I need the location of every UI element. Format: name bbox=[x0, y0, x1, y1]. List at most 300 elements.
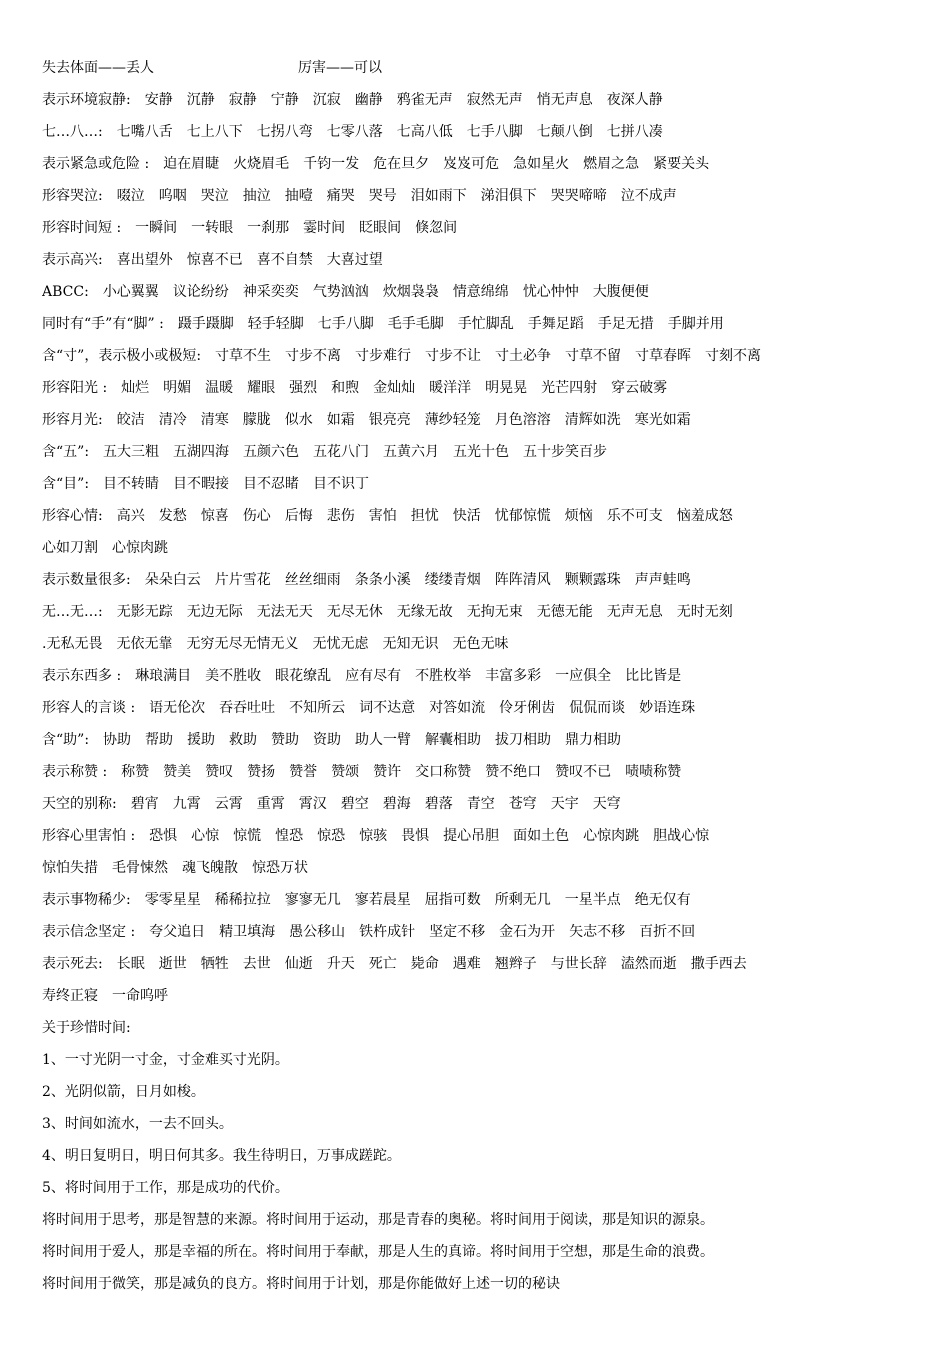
word-item: 与世长辞 bbox=[550, 956, 607, 972]
word-item: 无色无味 bbox=[452, 636, 509, 652]
word-item: 七拐八弯 bbox=[256, 124, 313, 140]
word-item: 声声蛙鸣 bbox=[634, 572, 691, 588]
category-label: 表示紧急或危险 : bbox=[42, 156, 150, 172]
word-item: 蹑手蹑脚 bbox=[177, 316, 234, 332]
word-item: 金石为开 bbox=[499, 924, 556, 940]
word-item: 啧啧称赞 bbox=[625, 764, 682, 780]
text-line bbox=[42, 696, 922, 728]
text-line bbox=[42, 1272, 922, 1304]
word-item: 寸土必争 bbox=[495, 348, 552, 364]
text-line bbox=[42, 440, 922, 472]
word-item: 拔刀相助 bbox=[495, 732, 552, 748]
word-item: 寸步不离 bbox=[285, 348, 342, 364]
text-line bbox=[42, 120, 922, 152]
text-line bbox=[42, 56, 922, 88]
word-item: 七拼八凑 bbox=[606, 124, 663, 140]
word-item: 撒手西去 bbox=[690, 956, 747, 972]
text-line bbox=[42, 408, 922, 440]
word-item: 惶恐 bbox=[275, 828, 304, 844]
text-line bbox=[42, 600, 922, 632]
word-item: 烦恼 bbox=[564, 508, 593, 524]
word-item: 痛哭 bbox=[326, 188, 355, 204]
word-item: 眼花缭乱 bbox=[275, 668, 332, 684]
word-item: 手足无措 bbox=[597, 316, 654, 332]
word-item: 穿云破雾 bbox=[611, 380, 668, 396]
category-label: 七…八…: bbox=[42, 124, 103, 140]
word-item: 迫在眉睫 bbox=[163, 156, 220, 172]
word-item: 将时间用于思考，那是智慧的来源。将时间用于运动，那是青春的奥秘。将时间用于阅读，那是知识的源泉。 bbox=[42, 1212, 714, 1228]
word-item: 紧要关头 bbox=[653, 156, 710, 172]
word-item: 呜咽 bbox=[158, 188, 187, 204]
word-item: 溘然而逝 bbox=[620, 956, 677, 972]
word-item: 心惊 bbox=[191, 828, 220, 844]
word-item: 百折不回 bbox=[639, 924, 696, 940]
category-label: 形容时间短 : bbox=[42, 220, 122, 236]
word-item: 明媚 bbox=[163, 380, 192, 396]
word-item: 一瞬间 bbox=[135, 220, 178, 236]
word-item: 寂静 bbox=[228, 92, 257, 108]
category-label: 失去体面——丢人 bbox=[42, 60, 154, 76]
category-label: 形容月光: bbox=[42, 412, 103, 428]
word-item: 援助 bbox=[187, 732, 216, 748]
text-line bbox=[42, 632, 922, 664]
word-item: 无影无踪 bbox=[116, 604, 173, 620]
word-item: 沉静 bbox=[186, 92, 215, 108]
word-item: 泣不成声 bbox=[620, 188, 677, 204]
category-label: 形容人的言谈 : bbox=[42, 700, 136, 716]
word-item: 哭泣 bbox=[200, 188, 229, 204]
word-item: 惊恐万状 bbox=[252, 860, 308, 876]
text-line bbox=[42, 984, 922, 1016]
word-item: 无依无靠 bbox=[116, 636, 173, 652]
word-item: 坚定不移 bbox=[429, 924, 486, 940]
text-line bbox=[42, 1080, 922, 1112]
word-item: 涕泪俱下 bbox=[480, 188, 537, 204]
word-item: 鸦雀无声 bbox=[396, 92, 453, 108]
text-line bbox=[42, 1048, 922, 1080]
word-item: 火烧眉毛 bbox=[233, 156, 290, 172]
word-item: 一应俱全 bbox=[555, 668, 612, 684]
word-item: 毛手毛脚 bbox=[387, 316, 444, 332]
word-item: 天宇 bbox=[550, 796, 579, 812]
word-item: 银亮亮 bbox=[368, 412, 411, 428]
word-item: 惊骇 bbox=[359, 828, 388, 844]
word-item: 赞许 bbox=[373, 764, 402, 780]
word-item: 寒光如霜 bbox=[634, 412, 691, 428]
word-item: 泪如雨下 bbox=[410, 188, 467, 204]
word-item: 寸草不留 bbox=[565, 348, 622, 364]
word-item: 侃侃而谈 bbox=[569, 700, 626, 716]
text-line bbox=[42, 344, 922, 376]
word-item: 屈指可数 bbox=[424, 892, 481, 908]
word-item: 死亡 bbox=[368, 956, 397, 972]
word-item: 心惊肉跳 bbox=[583, 828, 640, 844]
word-item: 夸父追日 bbox=[149, 924, 206, 940]
text-line bbox=[42, 1208, 922, 1240]
word-item: 词不达意 bbox=[359, 700, 416, 716]
word-item: 将时间用于微笑，那是减负的良方。将时间用于计划，那是你能做好上述一切的秘诀 bbox=[42, 1276, 560, 1292]
text-line bbox=[42, 184, 922, 216]
word-item: 七嘴八舌 bbox=[116, 124, 173, 140]
word-item: 无声无息 bbox=[606, 604, 663, 620]
word-item: 寥寥无几 bbox=[284, 892, 341, 908]
word-item: 清冷 bbox=[158, 412, 187, 428]
word-item: 重霄 bbox=[256, 796, 285, 812]
word-item: 胆战心惊 bbox=[653, 828, 710, 844]
word-item: 升天 bbox=[326, 956, 355, 972]
word-item: 抽噎 bbox=[284, 188, 313, 204]
category-label: 含“五”: bbox=[42, 444, 90, 460]
word-item: 无德无能 bbox=[536, 604, 593, 620]
word-item: 3、时间如流水，一去不回头。 bbox=[42, 1116, 233, 1132]
word-item: 忧心忡忡 bbox=[522, 284, 579, 300]
text-line bbox=[42, 248, 922, 280]
word-item: 神采奕奕 bbox=[242, 284, 299, 300]
word-item: 比比皆是 bbox=[625, 668, 682, 684]
text-line bbox=[42, 824, 922, 856]
word-item: 惊喜 bbox=[200, 508, 229, 524]
word-item: 苍穹 bbox=[508, 796, 537, 812]
word-item: 无忧无虑 bbox=[312, 636, 369, 652]
word-item: 无尽无休 bbox=[326, 604, 383, 620]
word-item: 无缘无故 bbox=[396, 604, 453, 620]
word-item: 强烈 bbox=[289, 380, 318, 396]
word-item: 美不胜收 bbox=[205, 668, 262, 684]
word-item: 翘辫子 bbox=[494, 956, 537, 972]
category-label: 同时有“手”有“脚” : bbox=[42, 316, 164, 332]
text-line bbox=[42, 504, 922, 536]
word-item: 议论纷纷 bbox=[172, 284, 229, 300]
word-item: 一星半点 bbox=[564, 892, 621, 908]
word-item: 九霄 bbox=[172, 796, 201, 812]
word-item: 快活 bbox=[452, 508, 481, 524]
word-item: 零零星星 bbox=[144, 892, 201, 908]
word-item: 云霄 bbox=[214, 796, 243, 812]
word-item: 暖洋洋 bbox=[429, 380, 472, 396]
word-item: 寸步不让 bbox=[425, 348, 482, 364]
word-item: 高兴 bbox=[116, 508, 145, 524]
category-label: 含“助”: bbox=[42, 732, 90, 748]
text-line bbox=[42, 664, 922, 696]
word-item: 悲伤 bbox=[326, 508, 355, 524]
word-item: 惊喜不已 bbox=[186, 252, 243, 268]
word-item: 无边无际 bbox=[186, 604, 243, 620]
word-item: 皎洁 bbox=[116, 412, 145, 428]
word-item: 小心翼翼 bbox=[102, 284, 159, 300]
category-label: 无…无…: bbox=[42, 604, 103, 620]
word-item: 4、明日复明日，明日何其多。我生待明日，万事成蹉跎。 bbox=[42, 1148, 401, 1164]
text-line bbox=[42, 216, 922, 248]
word-item: 五黄六月 bbox=[383, 444, 440, 460]
word-item: 寸草不生 bbox=[215, 348, 272, 364]
word-item: 似水 bbox=[284, 412, 313, 428]
word-item: 惊慌 bbox=[233, 828, 262, 844]
word-item: 七颠八倒 bbox=[536, 124, 593, 140]
category-label: 表示东西多 : bbox=[42, 668, 122, 684]
word-item: 解囊相助 bbox=[425, 732, 482, 748]
word-item: 缕缕青烟 bbox=[424, 572, 481, 588]
word-item: 目不转睛 bbox=[103, 476, 160, 492]
text-line bbox=[42, 1016, 922, 1048]
word-item: 碧宵 bbox=[130, 796, 159, 812]
word-item: 危在旦夕 bbox=[373, 156, 430, 172]
word-item: 语无伦次 bbox=[149, 700, 206, 716]
word-item: 青空 bbox=[466, 796, 495, 812]
word-item: 丝丝细雨 bbox=[284, 572, 341, 588]
word-item: 称赞 bbox=[121, 764, 150, 780]
word-item: 炊烟袅袅 bbox=[382, 284, 439, 300]
word-item: 害怕 bbox=[368, 508, 397, 524]
word-item: 将时间用于爱人，那是幸福的所在。将时间用于奉献，那是人生的真谛。将时间用于空想，那是生命的浪费。 bbox=[42, 1244, 714, 1260]
word-item: 片片雪花 bbox=[214, 572, 271, 588]
word-item: 霎时间 bbox=[303, 220, 346, 236]
word-item: 帮助 bbox=[145, 732, 174, 748]
word-item: 1、一寸光阴一寸金，寸金难买寸光阴。 bbox=[42, 1052, 289, 1068]
word-item: 去世 bbox=[242, 956, 271, 972]
word-item: 抽泣 bbox=[242, 188, 271, 204]
word-item: 协助 bbox=[103, 732, 132, 748]
text-line bbox=[42, 280, 922, 312]
word-item: 手舞足蹈 bbox=[527, 316, 584, 332]
word-item: 畏惧 bbox=[401, 828, 430, 844]
text-line bbox=[42, 1112, 922, 1144]
word-item: 心如刀割 bbox=[42, 540, 98, 556]
word-item: 无知无识 bbox=[382, 636, 439, 652]
word-item: 伤心 bbox=[242, 508, 271, 524]
text-line bbox=[42, 888, 922, 920]
word-item: 七高八低 bbox=[396, 124, 453, 140]
word-item: 大喜过望 bbox=[326, 252, 383, 268]
word-item: 朵朵白云 bbox=[144, 572, 201, 588]
word-item: 遇难 bbox=[452, 956, 481, 972]
word-item: 七零八落 bbox=[326, 124, 383, 140]
word-item: 助人一臂 bbox=[355, 732, 412, 748]
category-label: 形容阳光 : bbox=[42, 380, 108, 396]
word-item: 赞颂 bbox=[331, 764, 360, 780]
text-line bbox=[42, 312, 922, 344]
word-item: 担忧 bbox=[410, 508, 439, 524]
category-label: 含“目”: bbox=[42, 476, 90, 492]
word-item: 面如土色 bbox=[513, 828, 570, 844]
word-item: 仙逝 bbox=[284, 956, 313, 972]
word-item: 无拘无束 bbox=[466, 604, 523, 620]
word-item: 伶牙俐齿 bbox=[499, 700, 556, 716]
word-item: 寸刻不离 bbox=[705, 348, 762, 364]
category-label: 表示死去: bbox=[42, 956, 103, 972]
word-item: 琳琅满目 bbox=[135, 668, 192, 684]
word-item: 夜深人静 bbox=[606, 92, 663, 108]
category-label: 形容心情: bbox=[42, 508, 103, 524]
word-item: 喜不自禁 bbox=[256, 252, 313, 268]
word-item: 惊恐 bbox=[317, 828, 346, 844]
text-line bbox=[42, 920, 922, 952]
word-item: 稀稀拉拉 bbox=[214, 892, 271, 908]
word-item: 逝世 bbox=[158, 956, 187, 972]
word-item: 资助 bbox=[313, 732, 342, 748]
word-item: 厉害——可以 bbox=[298, 60, 382, 76]
word-item: 温暖 bbox=[205, 380, 234, 396]
text-line bbox=[42, 792, 922, 824]
word-item: 发愁 bbox=[158, 508, 187, 524]
word-item: 五十步笑百步 bbox=[523, 444, 608, 460]
word-item: 乐不可支 bbox=[606, 508, 663, 524]
word-item: 大腹便便 bbox=[592, 284, 649, 300]
word-item: 如霜 bbox=[326, 412, 355, 428]
word-item: 一转眼 bbox=[191, 220, 234, 236]
document-body bbox=[42, 56, 922, 1304]
word-item: 耀眼 bbox=[247, 380, 276, 396]
word-item: 无时无刻 bbox=[676, 604, 733, 620]
word-item: 无穷无尽无情无义 bbox=[186, 636, 299, 652]
word-item: 寥若晨星 bbox=[354, 892, 411, 908]
word-item: 忧郁惊慌 bbox=[494, 508, 551, 524]
text-line bbox=[42, 1144, 922, 1176]
word-item: 对答如流 bbox=[429, 700, 486, 716]
word-item: 五花八门 bbox=[313, 444, 370, 460]
word-item: 心惊肉跳 bbox=[112, 540, 168, 556]
word-item: 寂然无声 bbox=[466, 92, 523, 108]
word-item: 所剩无几 bbox=[494, 892, 551, 908]
word-item: 毛骨悚然 bbox=[112, 860, 168, 876]
category-label: 表示环境寂静: bbox=[42, 92, 131, 108]
word-item: 魂飞魄散 bbox=[182, 860, 238, 876]
word-item: 一命呜呼 bbox=[112, 988, 168, 1004]
word-item: 赞美 bbox=[163, 764, 192, 780]
category-label: 关于珍惜时间: bbox=[42, 1020, 131, 1036]
text-line bbox=[42, 1240, 922, 1272]
word-item: 毙命 bbox=[410, 956, 439, 972]
word-item: 赞叹 bbox=[205, 764, 234, 780]
word-item: 七上八下 bbox=[186, 124, 243, 140]
word-item: 阵阵清风 bbox=[494, 572, 551, 588]
word-item: 七手八脚 bbox=[466, 124, 523, 140]
category-label: 表示称赞 : bbox=[42, 764, 108, 780]
word-item: 手脚并用 bbox=[667, 316, 724, 332]
word-item: 提心吊胆 bbox=[443, 828, 500, 844]
word-item: 寸步难行 bbox=[355, 348, 412, 364]
word-item: 碧空 bbox=[340, 796, 369, 812]
category-label: 表示高兴: bbox=[42, 252, 103, 268]
word-item: 薄纱轻笼 bbox=[424, 412, 481, 428]
word-item: 七手八脚 bbox=[317, 316, 374, 332]
word-item: 不知所云 bbox=[289, 700, 346, 716]
word-item: 情意绵绵 bbox=[452, 284, 509, 300]
word-item: 碧落 bbox=[424, 796, 453, 812]
word-item: .无私无畏 bbox=[42, 636, 103, 652]
word-item: 恐惧 bbox=[149, 828, 178, 844]
word-item: 赞叹不已 bbox=[555, 764, 612, 780]
word-item: 赞誉 bbox=[289, 764, 318, 780]
text-line bbox=[42, 152, 922, 184]
word-item: 恼羞成怒 bbox=[676, 508, 733, 524]
word-item: 清辉如洗 bbox=[564, 412, 621, 428]
word-item: 倏忽间 bbox=[415, 220, 458, 236]
word-item: 安静 bbox=[144, 92, 173, 108]
word-item: 丰富多彩 bbox=[485, 668, 542, 684]
text-line bbox=[42, 1176, 922, 1208]
word-item: 应有尽有 bbox=[345, 668, 402, 684]
word-item: 灿烂 bbox=[121, 380, 150, 396]
text-line bbox=[42, 536, 922, 568]
word-item: 岌岌可危 bbox=[443, 156, 500, 172]
text-line bbox=[42, 728, 922, 760]
word-item: 矢志不移 bbox=[569, 924, 626, 940]
word-item: 绝无仅有 bbox=[634, 892, 691, 908]
word-item: 寿终正寝 bbox=[42, 988, 98, 1004]
word-item: 目不识丁 bbox=[313, 476, 370, 492]
word-item: 五光十色 bbox=[453, 444, 510, 460]
word-item: 霄汉 bbox=[298, 796, 327, 812]
word-item: 金灿灿 bbox=[373, 380, 416, 396]
word-item: 天穹 bbox=[592, 796, 621, 812]
word-item: 朦胧 bbox=[242, 412, 271, 428]
word-item: 千钧一发 bbox=[303, 156, 360, 172]
word-item: 明晃晃 bbox=[485, 380, 528, 396]
text-line bbox=[42, 760, 922, 792]
text-line bbox=[42, 952, 922, 984]
text-line bbox=[42, 472, 922, 504]
word-item: 眨眼间 bbox=[359, 220, 402, 236]
word-item: 喜出望外 bbox=[116, 252, 173, 268]
word-item: 寸草春晖 bbox=[635, 348, 692, 364]
word-item: 啜泣 bbox=[116, 188, 145, 204]
word-item: 赞扬 bbox=[247, 764, 276, 780]
word-item: 幽静 bbox=[354, 92, 383, 108]
category-label: 含“寸”，表示极小或极短: bbox=[42, 348, 202, 364]
word-item: 五颜六色 bbox=[243, 444, 300, 460]
text-line bbox=[42, 568, 922, 600]
word-item: 光芒四射 bbox=[541, 380, 598, 396]
text-line bbox=[42, 376, 922, 408]
category-label: 表示数量很多: bbox=[42, 572, 131, 588]
word-item: 哭号 bbox=[368, 188, 397, 204]
word-item: 赞助 bbox=[271, 732, 300, 748]
word-item: 急如星火 bbox=[513, 156, 570, 172]
word-item: 吞吞吐吐 bbox=[219, 700, 276, 716]
word-item: 清寒 bbox=[200, 412, 229, 428]
word-item: 愚公移山 bbox=[289, 924, 346, 940]
category-label: 表示事物稀少: bbox=[42, 892, 131, 908]
word-item: 宁静 bbox=[270, 92, 299, 108]
category-label: 表示信念坚定 : bbox=[42, 924, 136, 940]
word-item: 哭哭啼啼 bbox=[550, 188, 607, 204]
word-item: 条条小溪 bbox=[354, 572, 411, 588]
word-item: 5、将时间用于工作，那是成功的代价。 bbox=[42, 1180, 289, 1196]
word-item: 妙语连珠 bbox=[639, 700, 696, 716]
word-item: 救助 bbox=[229, 732, 258, 748]
word-item: 一刹那 bbox=[247, 220, 290, 236]
word-item: 悄无声息 bbox=[536, 92, 593, 108]
text-line bbox=[42, 856, 922, 888]
word-item: 不胜枚举 bbox=[415, 668, 472, 684]
category-label: 形容哭泣: bbox=[42, 188, 103, 204]
word-item: 月色溶溶 bbox=[494, 412, 551, 428]
word-item: 五湖四海 bbox=[173, 444, 230, 460]
word-item: 五大三粗 bbox=[103, 444, 160, 460]
word-item: 牺牲 bbox=[200, 956, 229, 972]
word-item: 无法无天 bbox=[256, 604, 313, 620]
category-label: ABCC: bbox=[42, 284, 89, 300]
word-item: 2、光阴似箭，日月如梭。 bbox=[42, 1084, 205, 1100]
word-item: 颗颗露珠 bbox=[564, 572, 621, 588]
word-item: 目不暇接 bbox=[173, 476, 230, 492]
word-item: 轻手轻脚 bbox=[247, 316, 304, 332]
word-item: 后悔 bbox=[284, 508, 313, 524]
word-item: 精卫填海 bbox=[219, 924, 276, 940]
word-item: 赞不绝口 bbox=[485, 764, 542, 780]
category-label: 天空的别称: bbox=[42, 796, 117, 812]
word-item: 和煦 bbox=[331, 380, 360, 396]
